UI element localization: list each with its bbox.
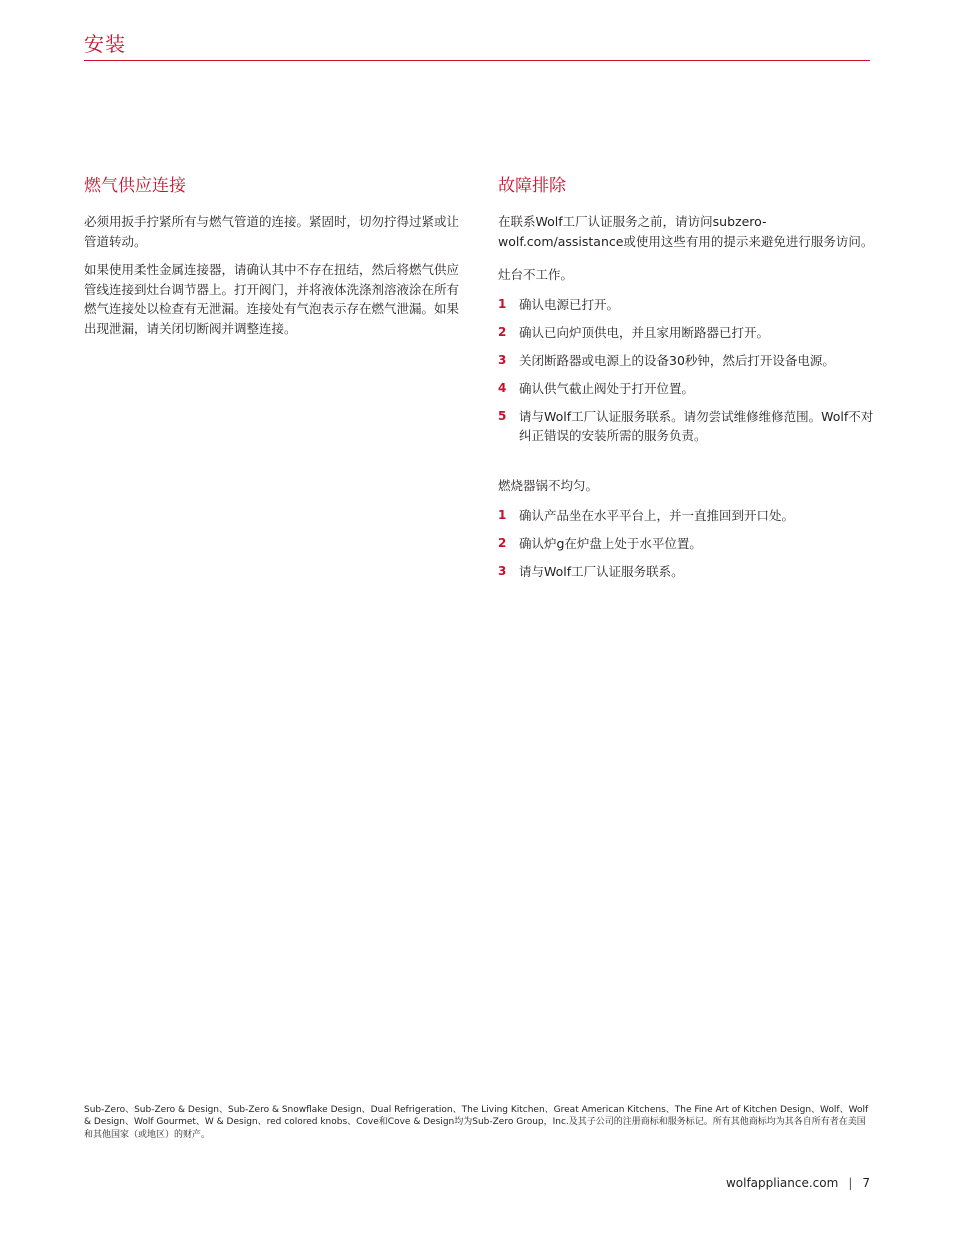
- footer-separator: |: [848, 1176, 853, 1190]
- step-text: 确认产品坐在水平平台上，并一直推回到开口处。: [519, 507, 795, 523]
- step-text: 确认炉g在炉盘上处于水平位置。: [519, 535, 702, 551]
- page-title: 安装: [84, 32, 126, 56]
- step-text: 确认已向炉顶供电，并且家用断路器已打开。: [519, 324, 770, 340]
- step-number: 2: [498, 535, 507, 550]
- step-number: 1: [498, 507, 507, 522]
- issue-steps-list: [498, 295, 874, 446]
- gas-connection-paragraph: 如果使用柔性金属连接器，请确认其中不存在扭结，然后将燃气供应管线连接到灶台调节器上。打开阀门，并将液体洗涤剂溶液涂在所有燃气连接处以检查有无泄漏。连接处有气泡表示存在燃气泄漏。如果出现泄漏，请关闭切断阀并调整连接。: [84, 262, 460, 336]
- issue-heading: 灶台不工作。: [498, 267, 574, 282]
- step-text: 请与Wolf工厂认证服务联系。请勿尝试维修维修范围。Wolf不对纠正错误的安装所需的服务负责。: [519, 408, 874, 443]
- list-item: [498, 295, 874, 315]
- header-divider: [84, 60, 870, 61]
- step-number: 3: [498, 563, 507, 578]
- list-item: [498, 562, 874, 582]
- step-text: 关闭断路器或电源上的设备30秒钟，然后打开设备电源。: [519, 352, 835, 368]
- step-text: 请与Wolf工厂认证服务联系。: [519, 563, 684, 579]
- gas-connection-section: [84, 174, 466, 347]
- issue-steps-list: [498, 506, 874, 582]
- troubleshooting-section: [498, 174, 874, 590]
- step-number: 1: [498, 296, 507, 311]
- list-item: [498, 534, 874, 554]
- gas-connection-title: 燃气供应连接: [84, 176, 186, 196]
- list-item: [498, 351, 874, 371]
- trademark-notice: Sub-Zero、Sub-Zero & Design、Sub-Zero & Snowflake Design、Dual Refrigeration、The Living Kitchen、Great American Kitchens、The Fine Art of Kitchen Design、Wolf、Wolf & Design、Wolf Gourmet、W & Design、red colored knobs、Cove和Cove & Design均为Sub-Zero Group，Inc.及其子公司的注册商标和服务标记。所有其他商标均为其各自所有者在美国和其他国家（或地区）的财产。: [84, 1105, 869, 1140]
- gas-connection-paragraph: 必须用扳手拧紧所有与燃气管道的连接。紧固时，切勿拧得过紧或让管道转动。: [84, 214, 460, 249]
- step-number: 5: [498, 408, 507, 423]
- page-footer: [726, 1175, 870, 1191]
- website-link[interactable]: wolfappliance.com: [725, 1176, 839, 1190]
- step-number: 2: [498, 324, 507, 339]
- list-item: [498, 379, 874, 399]
- list-item: [498, 407, 874, 446]
- step-text: 确认供气截止阀处于打开位置。: [519, 380, 695, 396]
- list-item: [498, 323, 874, 343]
- step-text: 确认电源已打开。: [519, 296, 620, 312]
- troubleshooting-title: 故障排除: [498, 176, 566, 196]
- list-item: [498, 506, 874, 526]
- step-number: 3: [498, 352, 507, 367]
- step-number: 4: [498, 380, 507, 395]
- troubleshooting-intro: 在联系Wolf工厂认证服务之前，请访问subzero-wolf.com/assistance或使用这些有用的提示来避免进行服务访问。: [498, 214, 874, 249]
- page-number: 7: [862, 1176, 870, 1190]
- issue-heading: 燃烧器锅不均匀。: [498, 478, 599, 493]
